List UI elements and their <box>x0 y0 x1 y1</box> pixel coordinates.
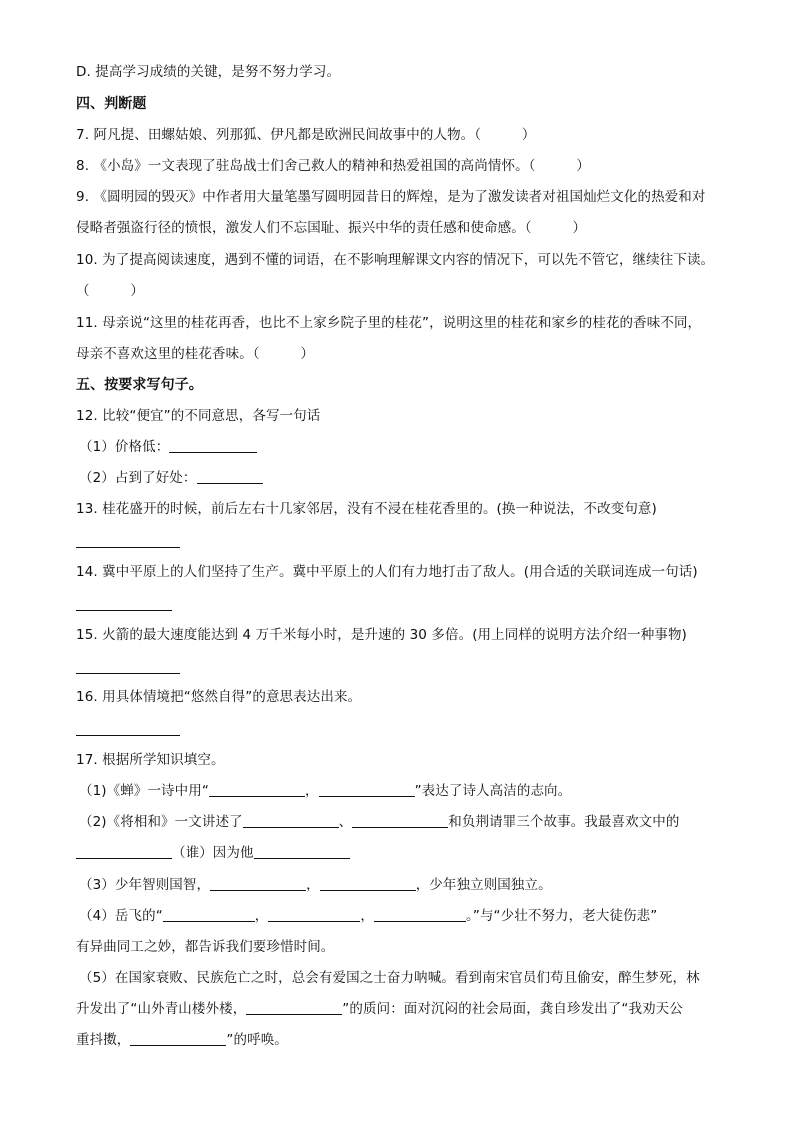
question-12: 12. 比较“便宜”的不同意思，各写一句话 <box>76 408 321 424</box>
question-17-part-4-line-2: 有异曲同工之妙，都告诉我们要珍惜时间。 <box>76 939 335 955</box>
section-4-title: 四、判断题 <box>76 96 147 112</box>
question-14: 14. 冀中平原上的人们坚持了生产。冀中平原上的人们有力地打击了敌人。(用合适的关联词连成一句话) <box>76 564 698 580</box>
answer-blank[interactable] <box>169 439 257 453</box>
answer-blank[interactable] <box>319 783 415 797</box>
answer-blank[interactable] <box>268 908 360 922</box>
question-17: 17. 根据所学知识填空。 <box>76 752 225 768</box>
answer-blank[interactable] <box>246 1001 342 1015</box>
section-5-title: 五、按要求写句子。 <box>76 377 203 393</box>
question-8: 8. 《小岛》一文表现了驻岛战士们舍己救人的精神和热爱祖国的高尚情怀。（ ） <box>76 158 590 174</box>
question-9-line-1: 9. 《圆明园的毁灭》中作者用大量笔墨写圆明园昔日的辉煌，是为了激发读者对祖国灿烂文化的热爱和对 <box>76 189 706 205</box>
answer-blank[interactable] <box>76 845 172 859</box>
question-17-part-2: （2)《将相和》一文讲述了 、 和负荆请罪三个故事。我最喜欢文中的 <box>79 814 680 830</box>
question-17-part-5-line-2: 升发出了“山外青山楼外楼， ”的质问：面对沉闷的社会局面，龚自珍发出了“我劝天公 <box>76 1001 683 1017</box>
question-11-line-2: 母亲不喜欢这里的桂花香味。（ ） <box>76 346 315 362</box>
answer-line[interactable] <box>76 672 180 674</box>
question-17-part-5-line-3: 重抖擞， ”的呼唤。 <box>76 1032 288 1048</box>
question-16: 16. 用具体情境把“悠然自得”的意思表达出来。 <box>76 689 362 705</box>
answer-line[interactable] <box>76 546 180 548</box>
option-d: D. 提高学习成绩的关键，是努不努力学习。 <box>76 64 341 80</box>
answer-blank[interactable] <box>254 845 350 859</box>
question-17-part-5-line-1: （5）在国家衰败、民族危亡之时，总会有爱国之士奋力呐喊。看到南宋官员们苟且偷安，醉生梦死，林 <box>79 970 700 986</box>
answer-line[interactable] <box>76 609 172 611</box>
answer-blank[interactable] <box>210 877 306 891</box>
answer-line[interactable] <box>76 734 180 736</box>
question-15: 15. 火箭的最大速度能达到 4 万千米每小时，是升速的 30 多倍。(用上同样的说明方法介绍一种事物) <box>76 627 687 643</box>
answer-blank[interactable] <box>374 908 466 922</box>
answer-blank[interactable] <box>197 470 263 484</box>
question-17-part-4: （4）岳飞的“ ， ， 。”与“少壮不努力，老大徒伤悲” <box>79 908 658 924</box>
question-17-part-2-line-2: （谁）因为他 <box>76 844 350 862</box>
question-12-part-2: （2）占到了好处： <box>79 469 263 487</box>
question-17-part-1: （1)《蝉》一诗中用“ ， ”表达了诗人高洁的志向。 <box>79 783 572 799</box>
answer-blank[interactable] <box>130 1032 226 1046</box>
answer-blank[interactable] <box>352 814 448 828</box>
question-11-line-1: 11. 母亲说“这里的桂花再香，也比不上家乡院子里的桂花”，说明这里的桂花和家乡的桂花的香味不同， <box>76 315 702 331</box>
answer-blank[interactable] <box>243 814 339 828</box>
question-17-part-3: （3）少年智则国智， ， ，少年独立则国独立。 <box>79 877 552 893</box>
question-12-part-1: （1）价格低： <box>79 438 257 456</box>
answer-blank[interactable] <box>320 877 416 891</box>
question-10-line-2: （ ） <box>76 283 144 299</box>
question-9-line-2: 侵略者强盗行径的愤恨，激发人们不忘国耻、振兴中华的责任感和使命感。（ ） <box>76 220 587 236</box>
answer-blank[interactable] <box>163 908 255 922</box>
question-13: 13. 桂花盛开的时候，前后左右十几家邻居，没有不浸在桂花香里的。(换一种说法，不改变句意) <box>76 501 657 517</box>
question-7: 7. 阿凡提、田螺姑娘、列那狐、伊凡都是欧洲民间故事中的人物。（ ） <box>76 127 536 143</box>
question-10-line-1: 10. 为了提高阅读速度，遇到不懂的词语，在不影响理解课文内容的情况下，可以先不管它，继续往下读。 <box>76 252 715 268</box>
answer-blank[interactable] <box>209 783 305 797</box>
